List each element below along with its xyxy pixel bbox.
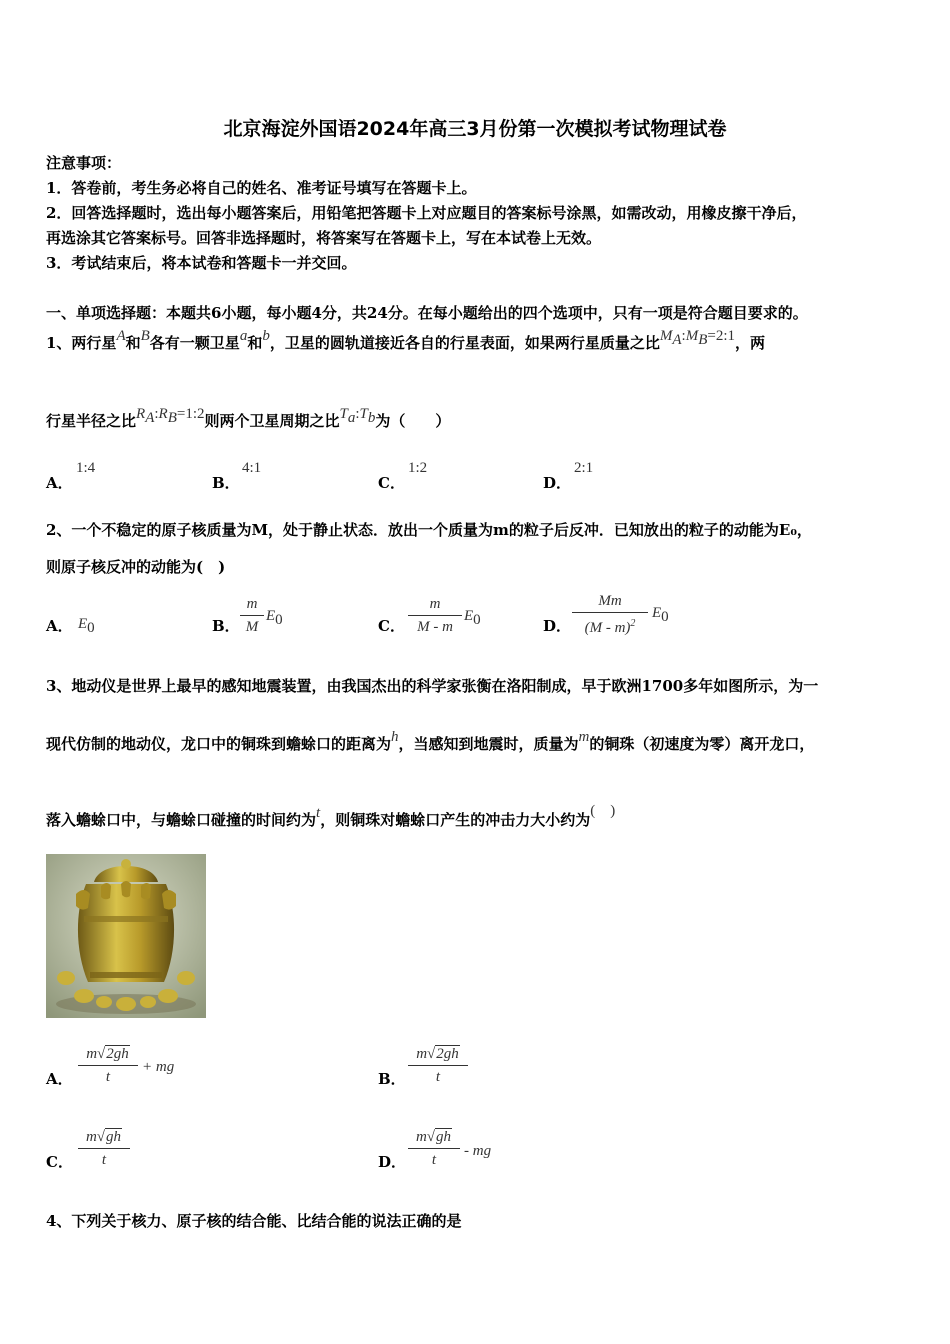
- q3-option-c-fraction: m√gh t: [78, 1127, 130, 1170]
- q1-option-c-value: 1:2: [408, 460, 428, 476]
- q1-option-d-label[interactable]: D．: [543, 474, 572, 492]
- distance-h-symbol: h: [391, 729, 399, 745]
- q2-option-a-label[interactable]: A．: [46, 617, 73, 635]
- q2-option-b-tail: $E_0$: [266, 608, 283, 629]
- q3-option-d-fraction: m√gh t: [408, 1127, 460, 1170]
- q2-option-c-fraction: m M - m: [408, 594, 462, 637]
- q1-option-a-label[interactable]: A．: [46, 474, 73, 492]
- satellite-b-symbol: b: [262, 328, 270, 344]
- q2-option-c-label[interactable]: C．: [378, 617, 405, 635]
- q3-option-d-tail: - mg: [464, 1143, 492, 1159]
- q1-option-d-value: 2:1: [574, 460, 594, 476]
- time-t-symbol: t: [316, 805, 321, 821]
- q3-option-a-tail: + mg: [142, 1059, 175, 1075]
- period-ratio-formula: $T_a:T_b$: [339, 406, 376, 427]
- mass-m-symbol: m: [578, 729, 590, 745]
- question-1-line-1: 1、两行星A和B各有一颗卫星a和b，卫星的圆轨道接近各自的行星表面，如果两行星质量之比$M_A:M_B=2:1$，两: [46, 332, 765, 362]
- q3-option-b-fraction: m√2gh t: [408, 1044, 468, 1087]
- q2-option-c-tail: $E_0$: [464, 608, 481, 629]
- q1-option-c-label[interactable]: C．: [378, 474, 405, 492]
- q2-option-b-label[interactable]: B．: [212, 617, 240, 635]
- question-2-line-2: 则原子核反冲的动能为( ): [46, 558, 226, 576]
- question-2-line-1: 2、一个不稳定的原子核质量为M，处于静止状态．放出一个质量为m的粒子后反冲．已知放出的粒子的动能为E₀，: [46, 521, 812, 539]
- q1-option-b-value: 4:1: [242, 460, 262, 476]
- q2-option-a-formula: $E_0$: [78, 616, 95, 637]
- mass-ratio-formula: $M_A:M_B=2:1$: [659, 328, 735, 349]
- planet-a-symbol: A: [116, 328, 126, 344]
- question-4-line-1: 4、下列关于核力、原子核的结合能、比结合能的说法正确的是: [46, 1212, 462, 1230]
- q3-option-d-label[interactable]: D．: [378, 1153, 407, 1171]
- notice-item-2-cont: 再选涂其它答案标号。回答非选择题时，将答案写在答题卡上，写在本试卷上无效。: [46, 229, 602, 247]
- notice-item-2: 2．回答选择题时，选出每小题答案后，用铅笔把答题卡上对应题目的答案标号涂黑，如需改动，用橡皮擦干净后，: [46, 204, 807, 222]
- notice-item-1: 1．答卷前，考生务必将自己的姓名、准考证号填写在答题卡上。: [46, 179, 477, 197]
- q3-option-a-label[interactable]: A．: [46, 1070, 73, 1088]
- q2-option-d-label[interactable]: D．: [543, 617, 572, 635]
- section-heading: 一、单项选择题：本题共6小题，每小题4分，共24分。在每小题给出的四个选项中，只有一项是符合题目要求的。: [46, 304, 808, 322]
- seismograph-image: [46, 854, 206, 1018]
- notice-item-3: 3．考试结束后，将本试卷和答题卡一并交回。: [46, 254, 357, 272]
- q3-option-c-label[interactable]: C．: [46, 1153, 73, 1171]
- notice-heading: 注意事项：: [46, 154, 122, 172]
- q2-option-b-fraction: m M: [240, 594, 264, 637]
- question-3-line-3: 落入蟾蜍口中，与蟾蜍口碰撞的时间约为t，则铜珠对蟾蜍口产生的冲击力大小约为( ): [46, 803, 616, 829]
- question-1-line-2: 行星半径之比$R_A:R_B=1:2$则两个卫星周期之比$T_a:T_b$为（ ）: [46, 410, 450, 440]
- planet-b-symbol: B: [140, 328, 150, 344]
- q3-option-a-fraction: m√2gh t: [78, 1044, 138, 1087]
- q2-option-d-tail: $E_0$: [652, 605, 669, 626]
- q2-option-d-fraction: Mm (M - m)$^2$: [572, 591, 648, 638]
- page-title: 北京海淀外国语2024年高三3月份第一次模拟考试物理试卷: [223, 118, 727, 140]
- question-3-line-1: 3、地动仪是世界上最早的感知地震装置，由我国杰出的科学家张衡在洛阳制成，早于欧洲1700多年如图所示，为一: [46, 677, 819, 695]
- q3-option-b-label[interactable]: B．: [378, 1070, 406, 1088]
- q1-option-a-value: 1:4: [76, 460, 96, 476]
- radius-ratio-formula: $R_A:R_B=1:2$: [136, 406, 205, 427]
- satellite-a-symbol: a: [239, 328, 248, 344]
- question-3-line-2: 现代仿制的地动仪，龙口中的铜珠到蟾蜍口的距离为h，当感知到地震时，质量为m的铜珠（初速度为零）离开龙口，: [46, 729, 815, 753]
- q1-option-b-label[interactable]: B．: [212, 474, 240, 492]
